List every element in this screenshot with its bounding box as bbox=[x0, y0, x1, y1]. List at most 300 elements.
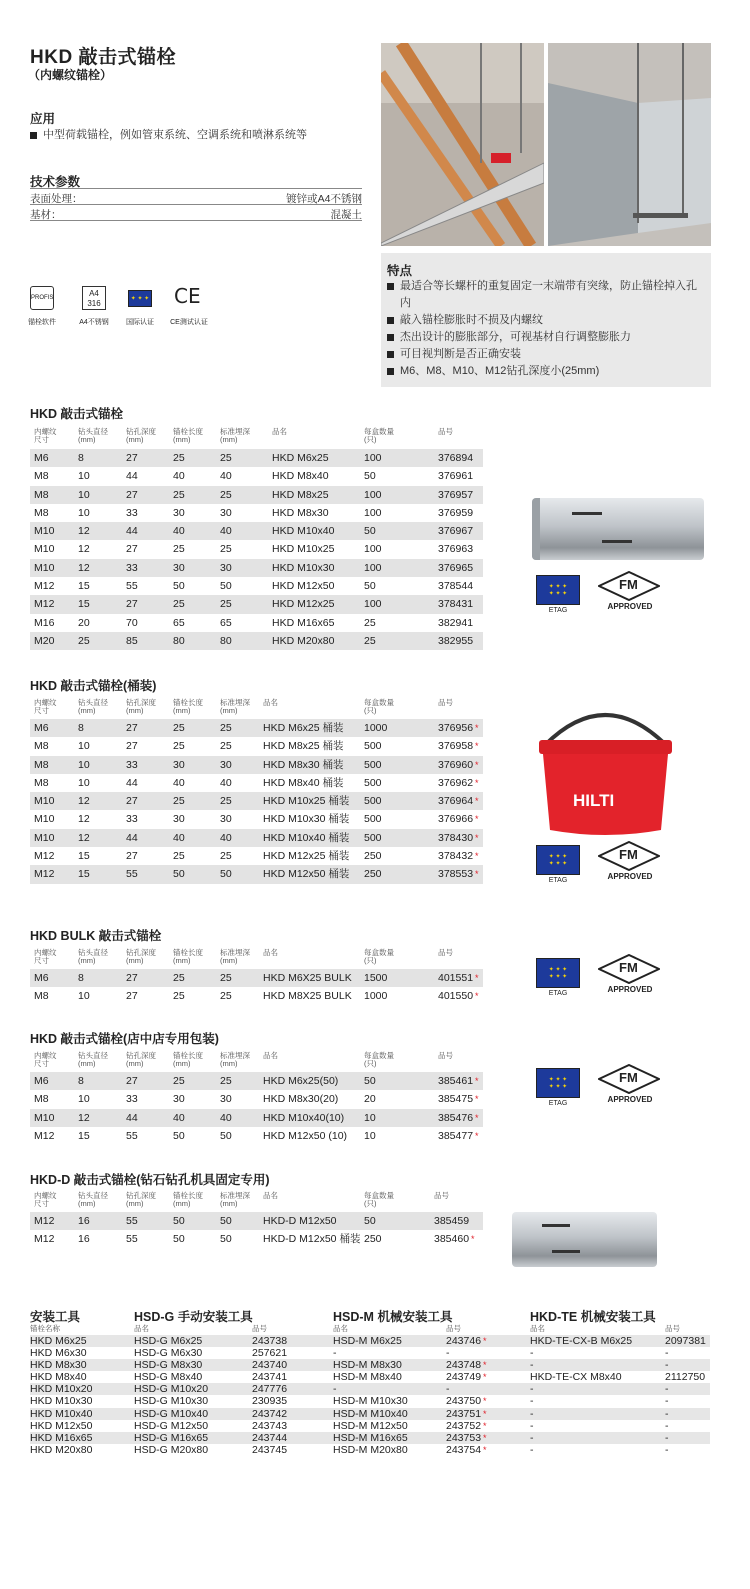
pipe-installation-photo bbox=[381, 43, 544, 246]
table-cell: 30 bbox=[173, 1093, 185, 1106]
tech-heading: 技术参数 bbox=[30, 175, 81, 189]
table-cell: HKD M12x50 bbox=[272, 580, 335, 593]
table-cell: HKD M8x40 bbox=[272, 470, 329, 483]
column-header: 每盒数量 (只) bbox=[364, 1051, 394, 1068]
tools-cell: 243742 bbox=[252, 1407, 288, 1420]
table-cell: 80 bbox=[173, 634, 185, 647]
tech-params bbox=[30, 188, 362, 221]
table-cell: 27 bbox=[126, 598, 138, 611]
tools-cell: HSD-G M10x20 bbox=[134, 1383, 209, 1396]
table-row bbox=[30, 559, 483, 577]
table-cell: 25 bbox=[173, 598, 185, 611]
tech-row: 表面处理： 镀锌或A4不锈钢 bbox=[30, 189, 362, 205]
table-cell: 30 bbox=[220, 1093, 232, 1106]
tools-cell: - bbox=[665, 1395, 669, 1408]
tools-cell: HSD-M M16x65 bbox=[333, 1431, 408, 1444]
tools-cell: HSD-G M6x25 bbox=[134, 1335, 203, 1347]
table-cell: M12 bbox=[34, 850, 55, 863]
table-cell: 44 bbox=[126, 1111, 138, 1124]
column-header: 品名 bbox=[263, 698, 278, 707]
table-cell: M8 bbox=[34, 470, 49, 483]
table-cell: HKD M10x25 bbox=[272, 543, 335, 556]
table-row bbox=[30, 969, 483, 987]
tools-subheader: 品名 bbox=[530, 1324, 545, 1333]
table-cell: 1000 bbox=[364, 722, 388, 734]
tools-cell: 243751 * bbox=[446, 1407, 487, 1420]
table-cell: M12 bbox=[34, 1215, 55, 1227]
tools-row bbox=[30, 1347, 710, 1359]
table-cell: 385477 * bbox=[438, 1129, 479, 1142]
table-cell: HKD M6X25 BULK bbox=[263, 972, 352, 984]
table-cell: 33 bbox=[126, 1093, 138, 1106]
table-cell: 44 bbox=[126, 470, 138, 483]
tools-cell: 2097381 bbox=[665, 1335, 706, 1347]
table-cell: 500 bbox=[364, 776, 382, 789]
table-row bbox=[30, 577, 483, 595]
table-cell: M6 bbox=[34, 972, 49, 984]
tools-cell: - bbox=[530, 1395, 534, 1408]
page-title: HKD 敲击式锚栓 bbox=[30, 47, 176, 68]
table-row bbox=[30, 987, 483, 1005]
tools-rows bbox=[30, 1335, 710, 1456]
table-cell: 30 bbox=[220, 506, 232, 519]
table-cell: 100 bbox=[364, 506, 382, 519]
table-cell: M12 bbox=[34, 1129, 55, 1142]
features-heading: 特点 bbox=[387, 264, 413, 278]
tools-cell: - bbox=[665, 1443, 669, 1456]
table-row bbox=[30, 522, 483, 540]
tools-cell: HSD-M M12x50 bbox=[333, 1419, 408, 1432]
asterisk-mark: * bbox=[475, 1094, 479, 1105]
table-cell: 8 bbox=[78, 972, 84, 984]
table-cell: 55 bbox=[126, 580, 138, 593]
table-header bbox=[30, 1192, 483, 1212]
asterisk-mark: * bbox=[475, 1130, 479, 1141]
tools-cell: HSD-G M10x40 bbox=[134, 1407, 209, 1420]
asterisk-mark: * bbox=[475, 1112, 479, 1123]
table-header bbox=[30, 428, 483, 449]
table-cell: 12 bbox=[78, 561, 90, 574]
table-row bbox=[30, 1090, 483, 1108]
table-cell: M10 bbox=[34, 795, 55, 808]
profis-icon: PROFIS bbox=[30, 286, 54, 310]
table-cell: 8 bbox=[78, 452, 84, 464]
tools-row bbox=[30, 1335, 710, 1347]
column-header: 品名 bbox=[272, 427, 287, 436]
features-list bbox=[387, 278, 703, 380]
tools-cell: HSD-M M6x25 bbox=[333, 1335, 402, 1347]
etag-label: ETAG bbox=[548, 1100, 568, 1107]
tools-cell: 243746 * bbox=[446, 1335, 487, 1347]
table-cell: 25 bbox=[220, 972, 232, 984]
tools-cell: HSD-M M8x30 bbox=[333, 1359, 402, 1372]
ce-mark-icon: CE bbox=[174, 284, 201, 308]
feature-item: M6、M8、M10、M12钻孔深度小(25mm) bbox=[387, 363, 703, 380]
table-row bbox=[30, 774, 483, 792]
asterisk-mark: * bbox=[483, 1336, 487, 1346]
table-cell: 25 bbox=[173, 850, 185, 863]
tools-cell: 247776 bbox=[252, 1383, 288, 1396]
table-row bbox=[30, 486, 483, 504]
table-cell: 25 bbox=[220, 488, 232, 501]
fm-approved-icon bbox=[598, 1064, 660, 1106]
table-title: HKD 敲击式锚栓(桶装) bbox=[30, 679, 157, 693]
table-row bbox=[30, 632, 483, 650]
table-cell: 12 bbox=[78, 1111, 90, 1124]
table-row bbox=[30, 1072, 483, 1090]
tools-cell: HKD M10x20 bbox=[30, 1383, 93, 1396]
approved-label: APPROVED bbox=[607, 985, 653, 994]
table-cell: 40 bbox=[173, 470, 185, 483]
tools-cell: 243752 * bbox=[446, 1419, 487, 1432]
table-cell: 100 bbox=[364, 561, 382, 574]
table-cell: 376965 bbox=[438, 561, 474, 574]
table-cell: M8 bbox=[34, 990, 49, 1003]
table-cell: 385459 bbox=[434, 1215, 470, 1227]
table-cell: 65 bbox=[173, 616, 185, 629]
column-header: 每盒数量 (只) bbox=[364, 948, 394, 965]
table-cell: 10 bbox=[78, 1093, 90, 1106]
table-cell: 27 bbox=[126, 1075, 138, 1087]
tools-heading: HKD-TE 机械安装工具 bbox=[530, 1310, 656, 1324]
application-text: 中型荷载锚栓，例如管束系统、空调系统和喷淋系统等 bbox=[30, 126, 307, 142]
table-cell: 25 bbox=[220, 990, 232, 1003]
table-cell: 385476 * bbox=[438, 1111, 479, 1124]
table-cell: HKD M10x40 桶装 bbox=[263, 831, 350, 844]
tools-cell: - bbox=[446, 1347, 450, 1360]
table-cell: 40 bbox=[220, 525, 232, 538]
asterisk-mark: * bbox=[475, 991, 479, 1002]
table-cell: 25 bbox=[173, 740, 185, 753]
table-cell: 40 bbox=[220, 831, 232, 844]
hkd-d-anchor-image bbox=[512, 1212, 657, 1267]
table-cell: 250 bbox=[364, 850, 382, 863]
column-header: 钻头直径 (mm) bbox=[78, 427, 108, 444]
table-cell: HKD-D M12x50 bbox=[263, 1215, 337, 1227]
table-cell: HKD M10x40(10) bbox=[263, 1111, 345, 1124]
table-cell: 378553 * bbox=[438, 868, 479, 881]
table-cell: 50 bbox=[220, 1233, 232, 1246]
table-cell: 250 bbox=[364, 868, 382, 881]
tools-cell: 243740 bbox=[252, 1359, 288, 1372]
column-header: 锚栓长度 (mm) bbox=[173, 1051, 203, 1068]
table-cell: 25 bbox=[173, 543, 185, 556]
column-header: 钻头直径 (mm) bbox=[78, 1191, 108, 1208]
table-cell: 100 bbox=[364, 488, 382, 501]
duct-installation-photo bbox=[548, 43, 711, 246]
table-row bbox=[30, 595, 483, 613]
table-cell: 10 bbox=[364, 1111, 376, 1124]
table-cell: 376956 * bbox=[438, 722, 479, 734]
column-header: 钻孔深度 (mm) bbox=[126, 948, 156, 965]
table-row bbox=[30, 1127, 483, 1145]
table-header bbox=[30, 1052, 483, 1072]
column-header: 品名 bbox=[263, 1051, 278, 1060]
table-cell: 25 bbox=[173, 972, 185, 984]
table-cell: 30 bbox=[220, 561, 232, 574]
table-cell: 15 bbox=[78, 580, 90, 593]
table-cell: 15 bbox=[78, 1129, 90, 1142]
column-header: 钻头直径 (mm) bbox=[78, 1051, 108, 1068]
asterisk-mark: * bbox=[475, 777, 479, 788]
tools-cell: - bbox=[530, 1419, 534, 1432]
table-cell: 500 bbox=[364, 795, 382, 808]
tools-cell: 243744 bbox=[252, 1431, 288, 1444]
tools-subheader: 品号 bbox=[446, 1324, 461, 1333]
etag-label: ETAG bbox=[548, 607, 568, 614]
tools-row bbox=[30, 1371, 710, 1383]
tools-cell: - bbox=[665, 1347, 669, 1360]
table-cell: 27 bbox=[126, 452, 138, 464]
tools-cell: HSD-M M10x40 bbox=[333, 1407, 408, 1420]
table-cell: 16 bbox=[78, 1215, 90, 1227]
table-cell: 378431 bbox=[438, 598, 474, 611]
table-cell: HKD M8x30(20) bbox=[263, 1093, 339, 1106]
tools-cell: 243749 * bbox=[446, 1371, 487, 1384]
table-cell: HKD M10x25 桶装 bbox=[263, 795, 350, 808]
tools-subheader: 品号 bbox=[665, 1324, 680, 1333]
table-header bbox=[30, 949, 483, 969]
table-cell: HKD M10x40 bbox=[272, 525, 335, 538]
table-cell: M8 bbox=[34, 776, 49, 789]
table-cell: 376957 bbox=[438, 488, 474, 501]
tools-cell: HSD-G M8x40 bbox=[134, 1371, 203, 1384]
tools-subheader: 品名 bbox=[134, 1324, 149, 1333]
table-cell: M8 bbox=[34, 488, 49, 501]
table-cell: 50 bbox=[220, 868, 232, 881]
table-cell: 33 bbox=[126, 813, 138, 826]
tools-cell: - bbox=[665, 1383, 669, 1396]
table-cell: 1000 bbox=[364, 990, 388, 1003]
column-header: 内螺纹 尺寸 bbox=[34, 1051, 57, 1068]
tools-cell: - bbox=[665, 1407, 669, 1420]
table-cell: 25 bbox=[173, 488, 185, 501]
table-cell: HKD M8x30 bbox=[272, 506, 329, 519]
table-cell: 12 bbox=[78, 813, 90, 826]
table-cell: 376959 bbox=[438, 506, 474, 519]
table-cell: 33 bbox=[126, 758, 138, 771]
column-header: 每盒数量 (只) bbox=[364, 427, 394, 444]
table-cell: 25 bbox=[173, 452, 185, 464]
table-row bbox=[30, 756, 483, 774]
table-cell: 376967 bbox=[438, 525, 474, 538]
tools-cell: HSD-G M16x65 bbox=[134, 1431, 209, 1444]
tools-cell: - bbox=[530, 1407, 534, 1420]
table-cell: 40 bbox=[220, 1111, 232, 1124]
fm-approved-icon bbox=[598, 571, 660, 613]
table-cell: 25 bbox=[220, 452, 232, 464]
table-cell: HKD M12x25 bbox=[272, 598, 335, 611]
tools-cell: HSD-M M8x40 bbox=[333, 1371, 402, 1384]
table-row bbox=[30, 865, 483, 883]
asterisk-mark: * bbox=[475, 851, 479, 862]
tools-heading: HSD-M 机械安装工具 bbox=[333, 1310, 453, 1324]
tools-cell: - bbox=[530, 1443, 534, 1456]
table-row bbox=[30, 792, 483, 810]
table-cell: 50 bbox=[364, 470, 376, 483]
tools-row bbox=[30, 1408, 710, 1420]
table-cell: 85 bbox=[126, 634, 138, 647]
bucket-brand: HILTI bbox=[573, 791, 615, 810]
table-cell: 27 bbox=[126, 990, 138, 1003]
tools-cell: HSD-G M6x30 bbox=[134, 1347, 203, 1360]
cert-icons: PROFIS 锚栓软件 A4 316 A4不锈钢 ✦ ✦ ✦ 国际认证 CE CE测试认证 bbox=[28, 284, 208, 326]
table-header bbox=[30, 699, 483, 719]
tools-cell: - bbox=[333, 1383, 337, 1396]
tools-cell: 243748 * bbox=[446, 1359, 487, 1372]
table-cell: M8 bbox=[34, 506, 49, 519]
table-cell: HKD M12x25 桶装 bbox=[263, 850, 350, 863]
table-row bbox=[30, 504, 483, 522]
table-cell: 40 bbox=[173, 1111, 185, 1124]
table-cell: 25 bbox=[220, 850, 232, 863]
approved-label: APPROVED bbox=[607, 602, 653, 611]
table-cell: 30 bbox=[220, 758, 232, 771]
table-cell: 40 bbox=[173, 525, 185, 538]
table-row bbox=[30, 719, 483, 737]
table-cell: 25 bbox=[173, 795, 185, 808]
column-header: 标准埋深 (mm) bbox=[220, 427, 250, 444]
page-subtitle: （内螺纹锚栓） bbox=[28, 68, 113, 82]
column-header: 钻头直径 (mm) bbox=[78, 698, 108, 715]
table-cell: 376894 bbox=[438, 452, 474, 464]
table-cell: 382941 bbox=[438, 616, 474, 629]
table-row bbox=[30, 847, 483, 865]
tools-cell: 243754 * bbox=[446, 1443, 487, 1456]
table-cell: 25 bbox=[220, 722, 232, 734]
column-header: 钻孔深度 (mm) bbox=[126, 1051, 156, 1068]
asterisk-mark: * bbox=[475, 759, 479, 770]
table-cell: HKD M8x40 桶装 bbox=[263, 776, 344, 789]
tools-cell: 243750 * bbox=[446, 1395, 487, 1408]
table-cell: 15 bbox=[78, 868, 90, 881]
asterisk-mark: * bbox=[483, 1360, 487, 1371]
column-header: 钻孔深度 (mm) bbox=[126, 427, 156, 444]
table-cell: 30 bbox=[173, 561, 185, 574]
asterisk-mark: * bbox=[475, 814, 479, 825]
asterisk-mark: * bbox=[475, 869, 479, 880]
table-cell: 15 bbox=[78, 598, 90, 611]
table-cell: HKD M6x25 桶装 bbox=[263, 722, 344, 734]
etag-eu-flag-icon: ✦ ✦ ✦ ✦ ✦ ✦ bbox=[536, 1068, 580, 1098]
feature-item: 最适合等长螺杆的重复固定一末端带有突缘，防止锚栓掉入孔内 bbox=[387, 278, 703, 312]
table-row bbox=[30, 614, 483, 632]
asterisk-mark: * bbox=[483, 1372, 487, 1383]
table-cell: 80 bbox=[220, 634, 232, 647]
asterisk-mark: * bbox=[475, 796, 479, 807]
tools-heading: 安装工具 bbox=[30, 1310, 81, 1324]
fm-label: FM bbox=[619, 1070, 638, 1085]
table-row bbox=[30, 467, 483, 485]
tools-row bbox=[30, 1359, 710, 1371]
table-cell: HKD M10x30 桶装 bbox=[263, 813, 350, 826]
column-header: 品号 bbox=[434, 1191, 449, 1200]
hilti-bucket-image bbox=[533, 700, 678, 840]
table-cell: M12 bbox=[34, 580, 55, 593]
tools-cell: HSD-M M10x30 bbox=[333, 1395, 408, 1408]
tools-cell: HKD M8x30 bbox=[30, 1359, 87, 1372]
tools-cell: 243741 bbox=[252, 1371, 288, 1384]
asterisk-mark: * bbox=[483, 1432, 487, 1443]
table-row bbox=[30, 1109, 483, 1127]
table-cell: 27 bbox=[126, 740, 138, 753]
table-cell: 378544 bbox=[438, 580, 474, 593]
table-cell: 50 bbox=[364, 1215, 376, 1227]
table-cell: M6 bbox=[34, 452, 49, 464]
table-cell: 44 bbox=[126, 776, 138, 789]
table-cell: M8 bbox=[34, 740, 49, 753]
tools-cell: - bbox=[665, 1419, 669, 1432]
etag-label: ETAG bbox=[548, 990, 568, 997]
table-cell: HKD M8x25 bbox=[272, 488, 329, 501]
table-cell: 30 bbox=[173, 813, 185, 826]
table-cell: 12 bbox=[78, 525, 90, 538]
table-cell: 10 bbox=[78, 470, 90, 483]
table-cell: 378432 * bbox=[438, 850, 479, 863]
table-cell: HKD M8X25 BULK bbox=[263, 990, 352, 1003]
table-cell: 25 bbox=[364, 616, 376, 629]
table-cell: HKD M12x50 (10) bbox=[263, 1129, 348, 1142]
table-cell: 40 bbox=[220, 470, 232, 483]
table-cell: 25 bbox=[220, 543, 232, 556]
table-cell: 70 bbox=[126, 616, 138, 629]
table-cell: HKD-D M12x50 桶装 bbox=[263, 1233, 361, 1246]
column-header: 标准埋深 (mm) bbox=[220, 948, 250, 965]
column-header: 品名 bbox=[263, 948, 278, 957]
tools-row bbox=[30, 1444, 710, 1456]
tools-cell: 243745 bbox=[252, 1443, 288, 1456]
pipe-photo-art bbox=[381, 43, 544, 246]
column-header: 内螺纹 尺寸 bbox=[34, 698, 57, 715]
table-title: HKD 敲击式锚栓(店中店专用包装) bbox=[30, 1032, 219, 1046]
application-heading: 应用 bbox=[30, 112, 56, 126]
table-cell: M10 bbox=[34, 525, 55, 538]
table-cell: 401550 * bbox=[438, 990, 479, 1003]
asterisk-mark: * bbox=[483, 1408, 487, 1419]
etag-eu-flag-icon: ✦ ✦ ✦ ✦ ✦ ✦ bbox=[536, 575, 580, 605]
table-cell: 50 bbox=[173, 868, 185, 881]
table-cell: 20 bbox=[78, 616, 90, 629]
tools-row bbox=[30, 1395, 710, 1407]
table-cell: 10 bbox=[78, 776, 90, 789]
table-cell: 27 bbox=[126, 795, 138, 808]
table-cell: 376962 * bbox=[438, 776, 479, 789]
asterisk-mark: * bbox=[475, 1076, 479, 1086]
tools-cell: - bbox=[446, 1383, 450, 1396]
tools-cell: HKD M16x65 bbox=[30, 1431, 93, 1444]
table-cell: 401551 * bbox=[438, 972, 479, 984]
product-table bbox=[30, 1052, 483, 1145]
hkd-anchor-image bbox=[532, 498, 704, 560]
table-row bbox=[30, 1212, 483, 1230]
table-cell: 33 bbox=[126, 506, 138, 519]
table-cell: 27 bbox=[126, 850, 138, 863]
table-cell: HKD M12x50 桶装 bbox=[263, 868, 350, 881]
table-cell: 25 bbox=[364, 634, 376, 647]
table-cell: 500 bbox=[364, 740, 382, 753]
table-cell: 50 bbox=[364, 525, 376, 538]
table-cell: 50 bbox=[173, 580, 185, 593]
etag-eu-flag-icon: ✦ ✦ ✦ ✦ ✦ ✦ bbox=[536, 958, 580, 988]
column-header: 钻头直径 (mm) bbox=[78, 948, 108, 965]
table-cell: HKD M10x30 bbox=[272, 561, 335, 574]
table-cell: HKD M6x25(50) bbox=[263, 1075, 339, 1087]
table-cell: M10 bbox=[34, 813, 55, 826]
tools-heading: HSD-G 手动安装工具 bbox=[134, 1310, 253, 1324]
table-cell: 40 bbox=[173, 831, 185, 844]
tools-cell: 257621 bbox=[252, 1347, 288, 1360]
asterisk-mark: * bbox=[475, 973, 479, 983]
